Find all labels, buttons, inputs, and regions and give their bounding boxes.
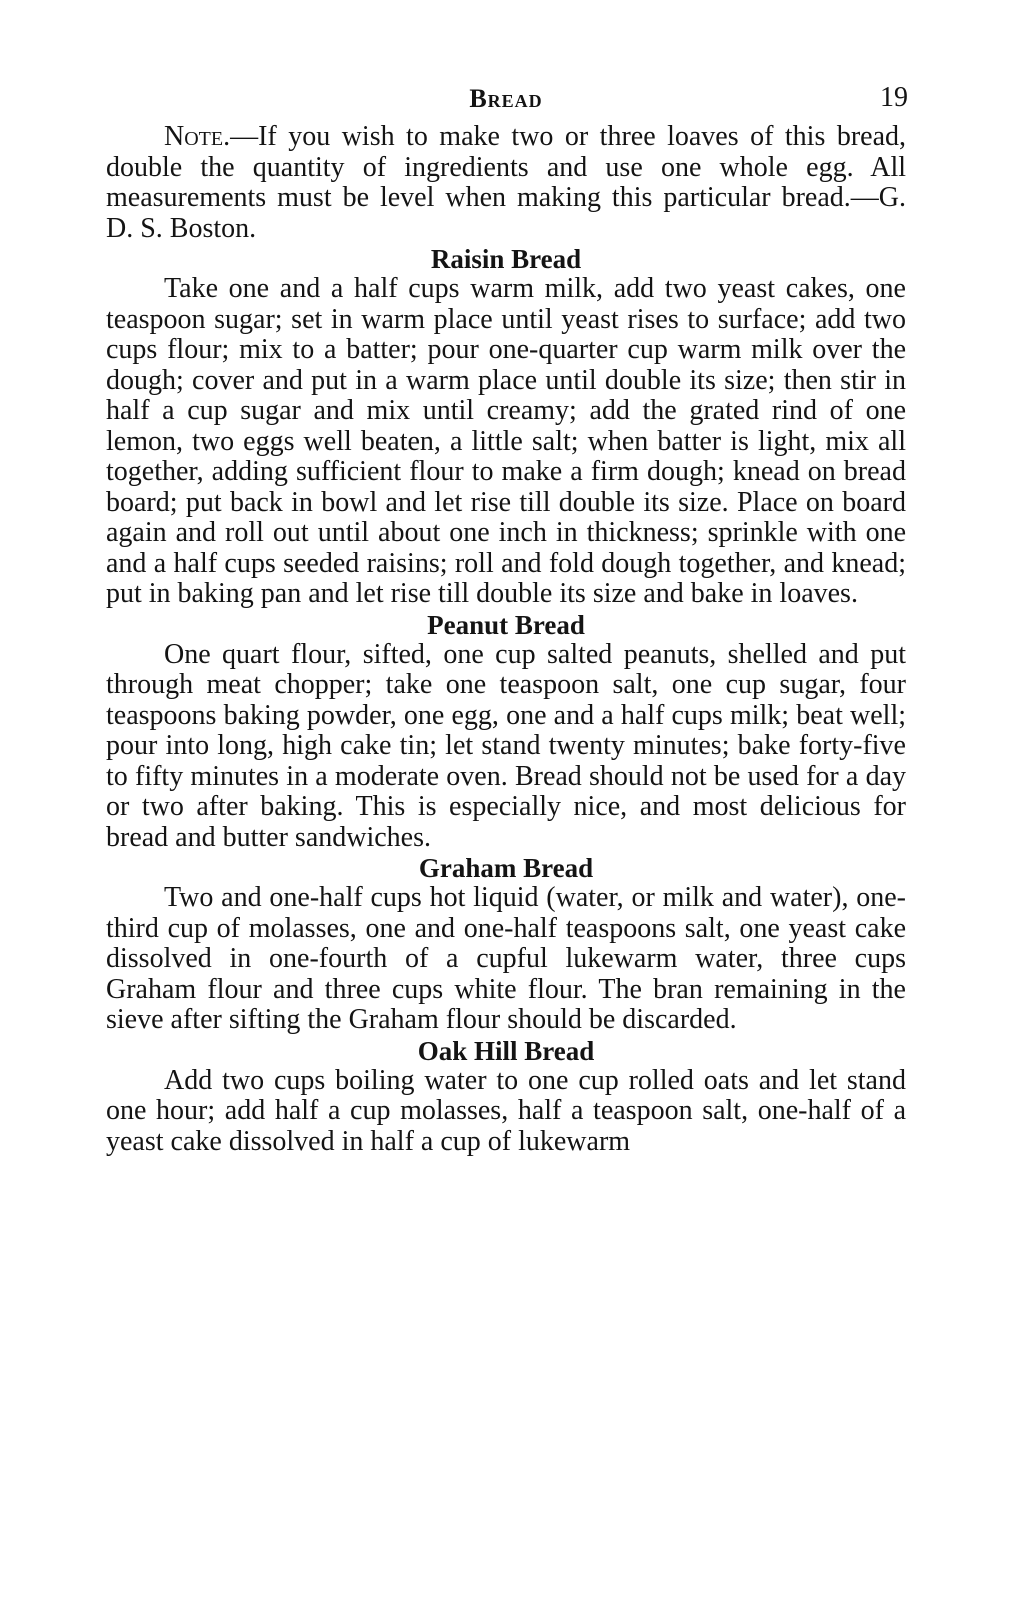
running-header xyxy=(106,78,906,122)
recipe-text-peanut-bread: One quart flour, sifted, one cup salted peanuts, shelled and put through meat chopper; take one teaspoon salt, one cup sugar, four teaspoons baking powder, one egg, one and a half cups milk; beat well; pour into long, high cake tin; let stand twenty minutes; bake forty-five to fifty minutes in a moderate oven. Bread should not be used for a day or two after baking. This is especially nice, and most delicious for bread and butter sandwiches. xyxy=(106,638,906,853)
page xyxy=(106,78,906,1157)
note-lead: Note. xyxy=(164,121,231,152)
note-paragraph xyxy=(106,122,906,244)
recipe-text-oak-hill-bread: Add two cups boiling water to one cup rolled oats and let stand one hour; add half a cup molasses, half a teaspoon salt, one-half of a yeast cake dissolved in half a cup of lukewarm xyxy=(106,1064,906,1157)
recipe-text-graham-bread: Two and one-half cups hot liquid (water, or milk and water), one-third cup of molasses, one and one-half teaspoons salt, one yeast cake dissolved in one-fourth of a cupful lukewarm water, three cups Graham flour and three cups white flour. The bran remaining in the sieve after sifting the Graham flour should be discarded. xyxy=(106,882,906,1035)
page-number: 19 xyxy=(880,82,908,113)
recipe-title-graham-bread: Graham Bread xyxy=(418,853,594,883)
recipe-title-peanut-bread: Peanut Bread xyxy=(427,609,585,640)
recipe-title-oak-hill-bread: Oak Hill Bread xyxy=(417,1035,595,1066)
running-title: Bread xyxy=(469,84,543,113)
note-text: —If you wish to make two or three loaves of this bread, double the quantity of ingredients and use one whole egg. All measurements must be level when making this particular bread.—G. D. S. Boston. xyxy=(106,121,906,244)
recipe-title-raisin-bread: Raisin Bread xyxy=(430,244,582,274)
recipe-text-raisin-bread: Take one and a half cups warm milk, add two yeast cakes, one teaspoon sugar; set in warm place until yeast rises to surface; add two cups flour; mix to a batter; pour one-quarter cup warm milk over the dough; cover and put in a warm place until double its size; then stir in half a cup sugar and mix until creamy; add the grated rind of one lemon, two eggs well beaten, a little salt; when batter is light, mix all together, adding sufficient flour to make a firm dough; knead on bread board; put back in bowl and let rise till double its size. Place on board again and roll out until about one inch in thickness; sprinkle with one and a half cups seeded raisins; roll and fold dough together, and knead; put in baking pan and let rise till double its size and bake in loaves. xyxy=(106,273,906,609)
